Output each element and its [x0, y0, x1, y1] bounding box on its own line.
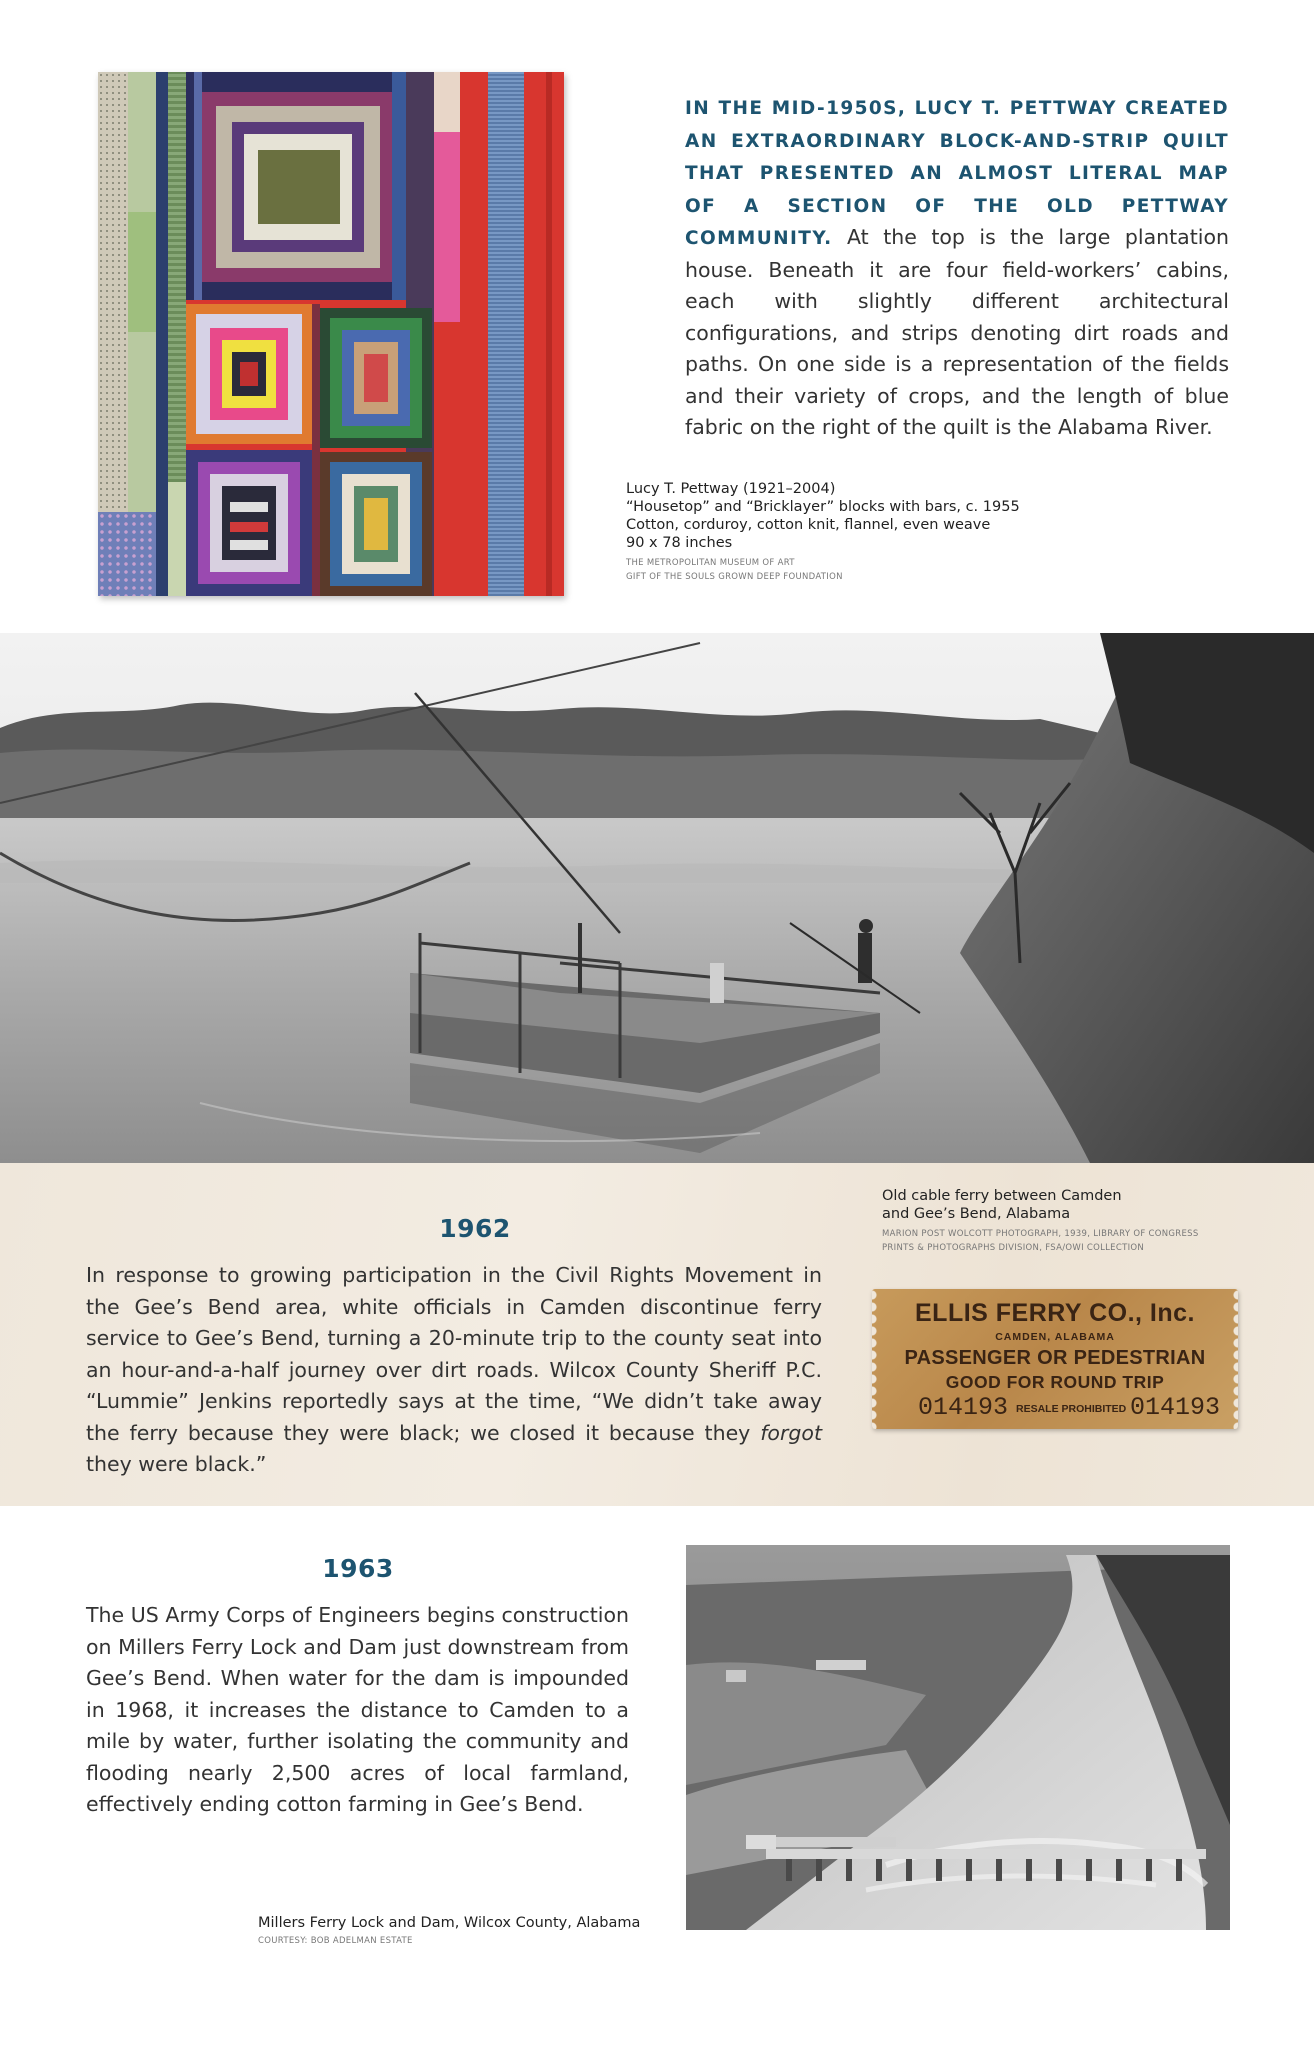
year-1962-heading: 1962: [439, 1214, 511, 1243]
quilt-size: 90 x 78 inches: [626, 535, 733, 551]
quilt-materials: Cotton, corduroy, cotton knit, flannel, even weave: [626, 517, 991, 533]
ferry-caption-line2: and Gee’s Bend, Alabama: [882, 1206, 1071, 1222]
quilt-caption: [626, 480, 1046, 584]
intro-body: At the top is the large plantation house. Beneath it are four field-workers’ cabins, each with slightly different architectural configurations, and strips denoting dirt roads and paths. On one side is a representation of the fields and their variety of crops, and the length of blue fabric on the right of the quilt is the Alabama River.: [685, 225, 1229, 439]
quilt-artist: Lucy T. Pettway (1921–2004): [626, 481, 836, 497]
ferry-ticket-image: [872, 1289, 1238, 1429]
ferry-credit-2: PRINTS & PHOTOGRAPHS DIVISION, FSA/OWI COLLECTION: [882, 1243, 1145, 1253]
dam-caption: [258, 1914, 678, 1948]
quilt-image: [98, 72, 564, 596]
intro-paragraph: [685, 92, 1229, 444]
text-1962-part2: they were black.”: [86, 1452, 267, 1476]
ferry-credit-1: MARION POST WOLCOTT PHOTOGRAPH, 1939, LIBRARY OF CONGRESS: [882, 1229, 1199, 1239]
ticket-number-right: 014193: [1130, 1393, 1221, 1422]
intro-lead: IN THE MID-1950S, LUCY T. PETTWAY CREATED AN EXTRAORDINARY BLOCK-AND-STRIP QUILT THAT PRESENTED AN ALMOST LITERAL MAP OF A SECTION OF THE OLD PETTWAY COMMUNITY.: [685, 98, 1229, 249]
ticket-line2: GOOD FOR ROUND TRIP: [945, 1372, 1165, 1392]
section-1962-text: [86, 1260, 822, 1481]
dam-photo: [686, 1545, 1230, 1930]
year-1963-heading: 1963: [322, 1554, 394, 1583]
ticket-line1: PASSENGER OR PEDESTRIAN: [904, 1347, 1206, 1369]
quilt-title: “Housetop” and “Bricklayer” blocks with bars, c. 1955: [626, 499, 1020, 515]
ticket-company: ELLIS FERRY CO., Inc.: [915, 1299, 1195, 1327]
ticket-resale: RESALE PROHIBITED: [1016, 1403, 1127, 1415]
ticket-number-left: 014193: [918, 1393, 1009, 1422]
ferry-caption-line1: Old cable ferry between Camden: [882, 1188, 1122, 1204]
text-1962-emphasis: forgot: [760, 1420, 822, 1445]
quilt-credit-1: THE METROPOLITAN MUSEUM OF ART: [626, 558, 795, 568]
ferry-photo: [0, 633, 1314, 1163]
quilt-credit-2: GIFT OF THE SOULS GROWN DEEP FOUNDATION: [626, 572, 843, 582]
text-1962-part1: In response to growing participation in the Civil Rights Movement in the Gee’s Bend area, white officials in Camden discontinue ferry service to Gee’s Bend, turning a 20-minute trip to the county seat into an hour-and-a-half journey over dirt roads. Wilcox County Sheriff P.C. “Lummie” Jenkins reportedly says at the time, “We didn’t take away the ferry because they were black; we closed it because they: [86, 1263, 822, 1445]
dam-caption-title: Millers Ferry Lock and Dam, Wilcox County, Alabama: [258, 1915, 641, 1931]
section-1963-text: The US Army Corps of Engineers begins construction on Millers Ferry Lock and Dam just downstream from Gee’s Bend. When water for the dam is impounded in 1968, it increases the distance to Camden to a mile by water, further isolating the community and flooding nearly 2,500 acres of local farmland, effectively ending cotton farming in Gee’s Bend.: [86, 1603, 629, 1816]
ferry-caption: [882, 1187, 1282, 1255]
dam-caption-credit: COURTESY: BOB ADELMAN ESTATE: [258, 1936, 413, 1946]
ticket-city: CAMDEN, ALABAMA: [995, 1331, 1115, 1343]
